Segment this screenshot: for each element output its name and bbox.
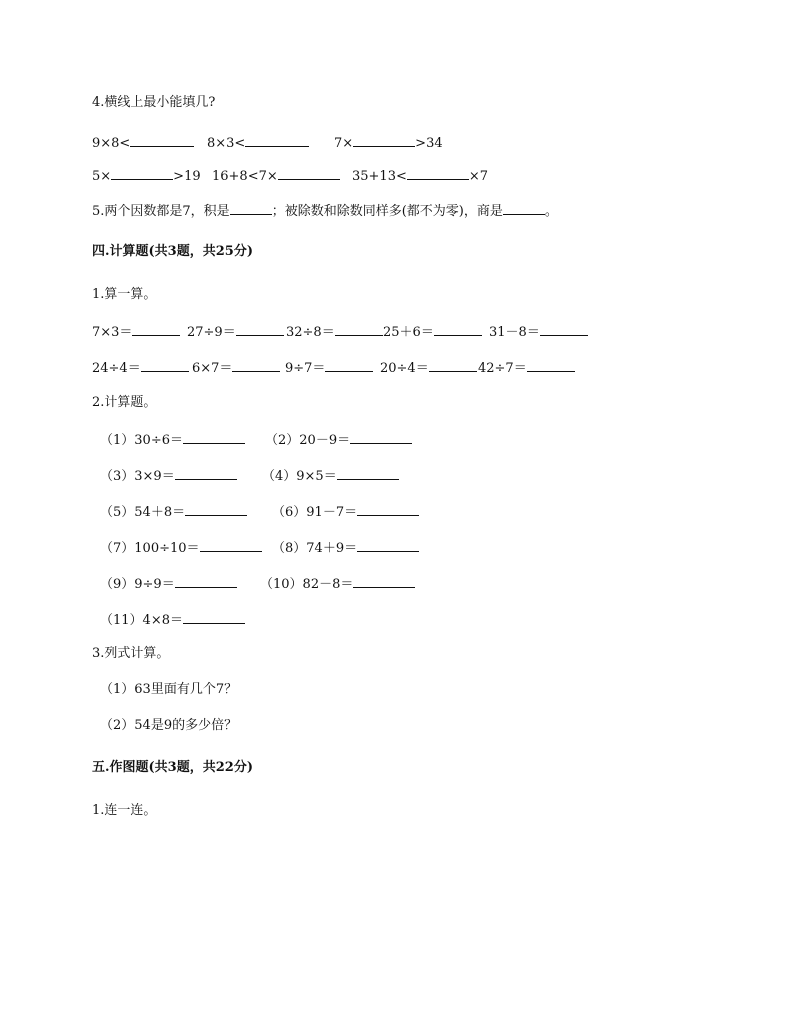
calc-item: 24÷4＝ — [92, 357, 189, 378]
calc-item: （2）20－9＝ — [265, 429, 412, 450]
q4-item: 9×8< — [92, 132, 194, 153]
answer-blank[interactable] — [353, 573, 415, 588]
answer-blank[interactable] — [183, 429, 245, 444]
answer-blank[interactable] — [111, 165, 173, 180]
s4-q1-row-2 — [92, 357, 692, 375]
calc-item: 32÷8＝ — [286, 321, 383, 342]
answer-blank[interactable] — [185, 501, 247, 516]
answer-blank[interactable] — [429, 357, 477, 372]
q4-item: 5× >19 — [92, 165, 201, 186]
q4-row-1 — [92, 132, 692, 150]
s4-q1-title: 1.算一算。 — [92, 287, 157, 302]
answer-blank[interactable] — [278, 165, 340, 180]
s4-q3-item: （2）54是9的多少倍？ — [100, 718, 238, 733]
calc-item: （5）54＋8＝ — [100, 501, 247, 522]
answer-blank[interactable] — [132, 321, 180, 336]
calc-item: （9）9÷9＝ — [100, 573, 237, 594]
answer-blank[interactable] — [183, 609, 245, 624]
answer-blank[interactable] — [353, 132, 415, 147]
answer-blank[interactable] — [503, 200, 545, 215]
calc-item: （1）30÷6＝ — [100, 429, 245, 450]
q4-title: 4.横线上最小能填几? — [92, 95, 216, 110]
answer-blank[interactable] — [407, 165, 469, 180]
s4-q2-row-3 — [100, 501, 700, 519]
calc-item: （8）74＋9＝ — [272, 537, 419, 558]
answer-blank[interactable] — [232, 357, 280, 372]
answer-blank[interactable] — [141, 357, 189, 372]
q4-item: 16+8<7× — [212, 165, 340, 186]
calc-item: （6）91－7＝ — [272, 501, 419, 522]
answer-blank[interactable] — [357, 501, 419, 516]
answer-blank[interactable] — [200, 537, 262, 552]
q4-row-2 — [92, 165, 692, 183]
s4-q2-row-6 — [100, 609, 700, 627]
answer-blank[interactable] — [337, 465, 399, 480]
answer-blank[interactable] — [540, 321, 588, 336]
answer-blank[interactable] — [175, 465, 237, 480]
answer-blank[interactable] — [130, 132, 194, 147]
calc-item: 9÷7＝ — [285, 357, 373, 378]
s4-q2-row-1 — [100, 429, 700, 447]
calc-item: 6×7＝ — [192, 357, 280, 378]
calc-item: 20÷4＝ — [380, 357, 477, 378]
section-heading: 五.作图题(共3题，共22分) — [92, 760, 253, 775]
answer-blank[interactable] — [325, 357, 373, 372]
q4-item: 7× >34 — [334, 132, 443, 153]
answer-blank[interactable] — [357, 537, 419, 552]
calc-item: 27÷9＝ — [187, 321, 284, 342]
answer-blank[interactable] — [335, 321, 383, 336]
s4-q3-title: 3.列式计算。 — [92, 646, 170, 661]
q5-line: 5.两个因数都是7，积是 ；被除数和除数同样多(都不为零)，商是 。 — [92, 200, 558, 221]
calc-item: （4）9×5＝ — [262, 465, 399, 486]
s4-q3-item: （1）63里面有几个7？ — [100, 682, 238, 697]
answer-blank[interactable] — [350, 429, 412, 444]
s4-q1-row-1 — [92, 321, 692, 339]
calc-item: 31－8＝ — [489, 321, 588, 342]
calc-item: （10）82－8＝ — [260, 573, 415, 594]
s4-q2-row-5 — [100, 573, 700, 591]
s4-q2-row-2 — [100, 465, 700, 483]
answer-blank[interactable] — [175, 573, 237, 588]
calc-item: （11）4×8＝ — [100, 609, 245, 630]
answer-blank[interactable] — [236, 321, 284, 336]
s4-q2-row-4 — [100, 537, 700, 555]
answer-blank[interactable] — [527, 357, 575, 372]
s5-q1-title: 1.连一连。 — [92, 803, 157, 818]
answer-blank[interactable] — [245, 132, 309, 147]
calc-item: （3）3×9＝ — [100, 465, 237, 486]
answer-blank[interactable] — [230, 200, 272, 215]
calc-item: 25＋6＝ — [383, 321, 482, 342]
q4-item: 35+13< ×7 — [352, 165, 488, 186]
section-heading: 四.计算题(共3题，共25分) — [92, 244, 253, 259]
answer-blank[interactable] — [434, 321, 482, 336]
q4-item: 8×3< — [207, 132, 309, 153]
calc-item: （7）100÷10＝ — [100, 537, 262, 558]
calc-item: 7×3＝ — [92, 321, 180, 342]
s4-q2-title: 2.计算题。 — [92, 395, 157, 410]
calc-item: 42÷7＝ — [478, 357, 575, 378]
